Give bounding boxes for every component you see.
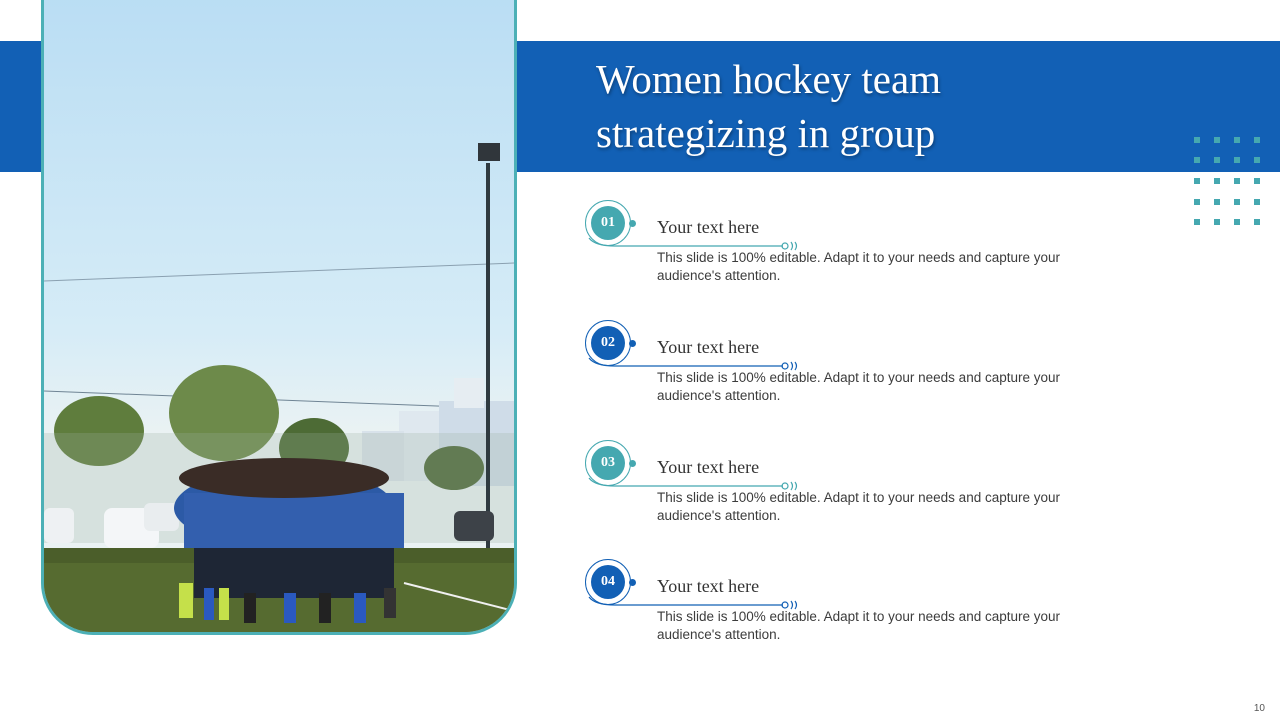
title-line-1: Women hockey team bbox=[596, 56, 942, 102]
title-line-2: strategizing in group bbox=[596, 110, 936, 156]
item-heading: Your text here bbox=[657, 217, 760, 237]
item-description: This slide is 100% editable. Adapt it to your needs and capture your audience's attention. bbox=[657, 370, 1060, 403]
item-description: This slide is 100% editable. Adapt it to your needs and capture your audience's attention. bbox=[657, 250, 1060, 283]
photo-illustration bbox=[44, 0, 514, 635]
item-description: This slide is 100% editable. Adapt it to your needs and capture your audience's attention. bbox=[657, 609, 1060, 642]
number-badge: 02 bbox=[591, 326, 625, 360]
item-description: This slide is 100% editable. Adapt it to your needs and capture your audience's attention. bbox=[657, 490, 1060, 523]
number-badge: 01 bbox=[591, 206, 625, 240]
page-number: 10 bbox=[1253, 703, 1265, 714]
item-heading: Your text here bbox=[657, 457, 760, 477]
item-heading: Your text here bbox=[657, 337, 760, 357]
list-item-02 bbox=[585, 320, 1105, 430]
slide-title bbox=[596, 52, 1196, 160]
badge-dot bbox=[629, 460, 636, 467]
badge-dot bbox=[629, 340, 636, 347]
badge-dot bbox=[629, 579, 636, 586]
decorative-dot-grid bbox=[1194, 137, 1264, 229]
badge-dot bbox=[629, 220, 636, 227]
list-item-04 bbox=[585, 559, 1105, 669]
item-heading: Your text here bbox=[657, 576, 760, 596]
list-item-01 bbox=[585, 200, 1105, 310]
number-badge: 03 bbox=[591, 446, 625, 480]
team-huddle-photo bbox=[41, 0, 517, 635]
number-badge: 04 bbox=[591, 565, 625, 599]
list-item-03 bbox=[585, 440, 1105, 550]
